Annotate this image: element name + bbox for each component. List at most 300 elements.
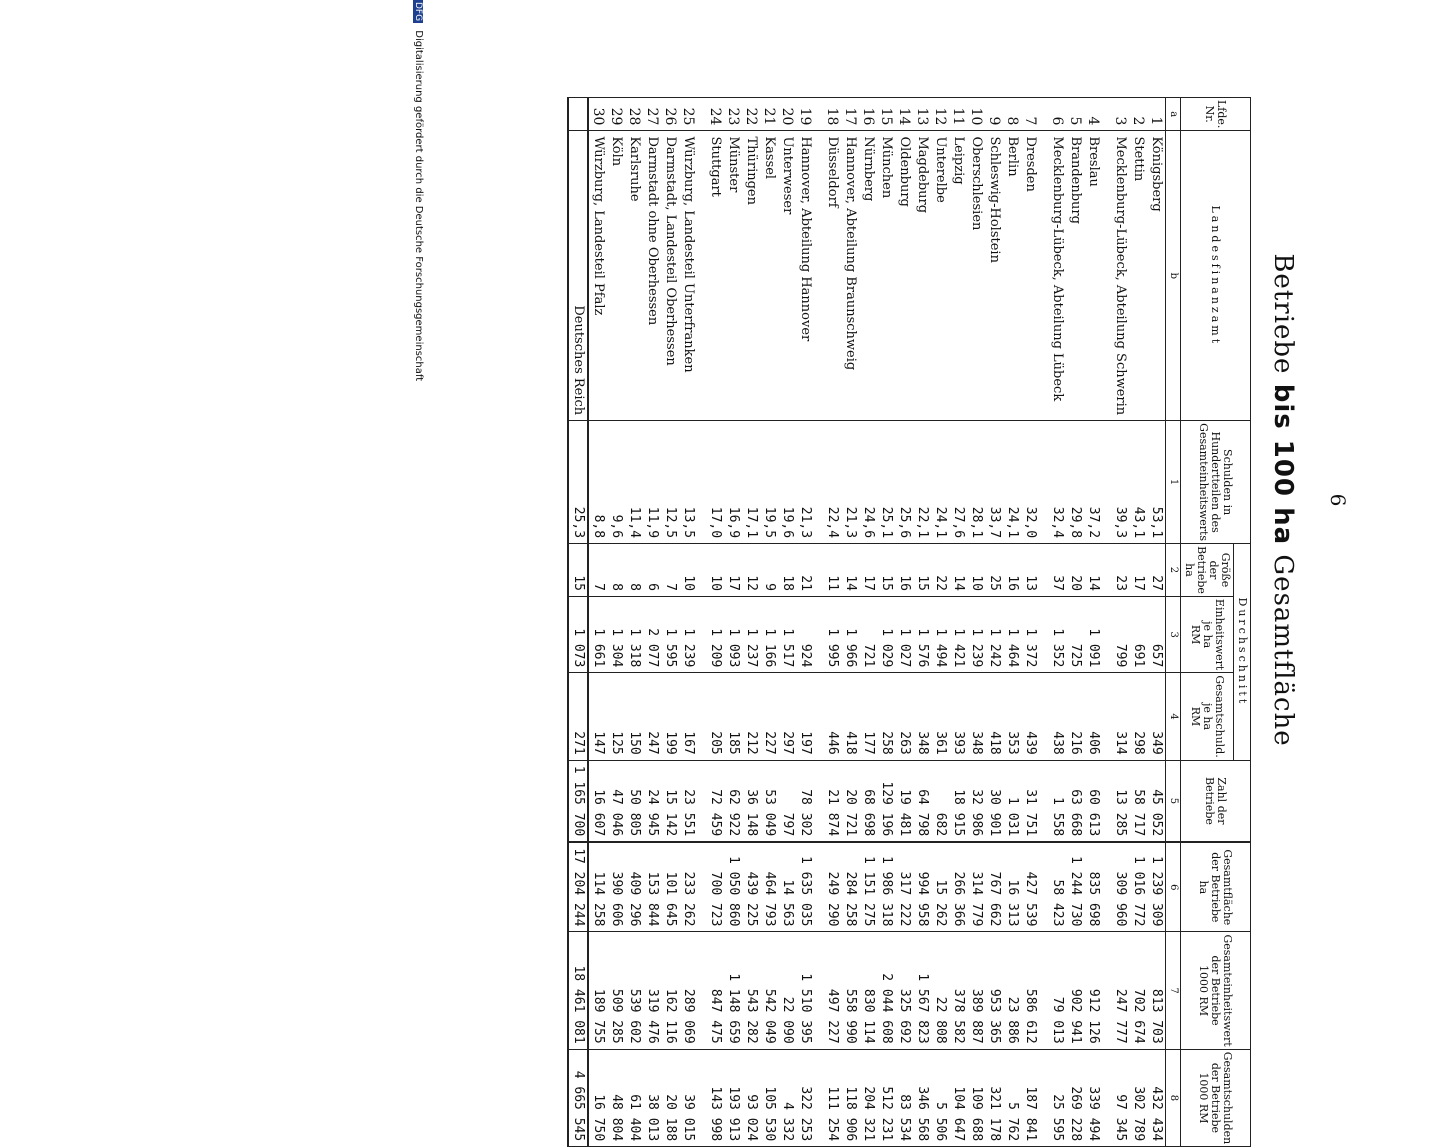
row-c1: 29,8 [1066,421,1084,544]
row-c2: 27 [1147,544,1166,597]
row-c8: 93 024 [742,1049,760,1146]
gap-cell [814,544,823,597]
header-col4-label: Gesamtschuld. je ha [1200,675,1226,758]
row-c3: 1 576 [913,596,931,672]
row-c1: 19,5 [760,421,778,544]
row-c1: 24,1 [931,421,949,544]
row-c1: 12,5 [661,421,679,544]
row-c1: 24,6 [859,421,877,544]
gap-cell [697,842,706,932]
table-row [1129,98,1147,1147]
row-c2: 20 [1066,544,1084,597]
row-c8: 109 688 [967,1049,985,1146]
row-c3: 691 [1129,596,1147,672]
row-c5: 24 945 [643,760,661,842]
row-c4: 263 [895,673,913,760]
table-row [724,98,742,1147]
row-c3: 1 029 [877,596,895,672]
row-c1: 21,3 [796,421,814,544]
total-row [568,98,588,1147]
row-c1: 32,0 [1021,421,1039,544]
row-c6: 101 645 [661,842,679,932]
row-c5: 15 142 [661,760,679,842]
row-c8: 20 188 [661,1049,679,1146]
colnum-7: 7 [1165,932,1180,1049]
header-lfd-nr: Lfde. Nr. [1180,98,1250,131]
page-title [1268,0,1298,1000]
row-c8: 269 228 [1066,1049,1084,1146]
gap-cell [697,596,706,672]
gap-cell [1102,421,1111,544]
row-c3: 1 372 [1021,596,1039,672]
table-row [1021,98,1039,1147]
header-col6-unit: ha [1197,880,1211,895]
row-c7: 247 777 [1111,932,1129,1049]
row-landesfinanzamt: Würzburg, Landesteil Unterfranken [679,131,697,421]
table-row [1111,98,1129,1147]
row-c3: 799 [1111,596,1129,672]
row-c4: 199 [661,673,679,760]
gap-cell [1039,596,1048,672]
row-c1: 24,1 [1003,421,1021,544]
row-c4: 216 [1066,673,1084,760]
gap-cell [697,760,706,842]
total-c7: 18 461 081 [568,932,588,1049]
dfg-logo: DFG [413,2,423,22]
gap-cell [1102,673,1111,760]
row-c1: 13,5 [679,421,697,544]
row-c7: 319 476 [643,932,661,1049]
row-c6: 15 262 [931,842,949,932]
row-c4: 348 [913,673,931,760]
row-c3: 1 421 [949,596,967,672]
table-row [588,98,607,1147]
row-nr: 13 [913,98,931,131]
row-c2: 16 [1003,544,1021,597]
row-c3: 1 091 [1084,596,1102,672]
gap-cell [1039,1049,1048,1146]
header-col6 [1180,842,1250,932]
row-c1: 37,2 [1084,421,1102,544]
row-c5: 797 [778,760,796,842]
gap-cell [1102,760,1111,842]
row-c3: 1 966 [841,596,859,672]
row-c4: 150 [625,673,643,760]
row-c7: 389 887 [967,932,985,1049]
row-landesfinanzamt: Nürnberg [859,131,877,421]
total-c3: 1 073 [568,596,588,672]
row-nr: 24 [706,98,724,131]
row-c5: 36 148 [742,760,760,842]
row-c3: 1 166 [760,596,778,672]
row-nr: 28 [625,98,643,131]
row-c3: 1 304 [607,596,625,672]
row-c6: 835 698 [1084,842,1102,932]
row-landesfinanzamt: Stuttgart [706,131,724,421]
row-landesfinanzamt: Kassel [760,131,778,421]
row-nr: 30 [588,98,607,131]
row-c6: 14 563 [778,842,796,932]
row-c3: 1 318 [625,596,643,672]
row-c1: 28,1 [967,421,985,544]
table-row [949,98,967,1147]
row-c3: 1 494 [931,596,949,672]
row-c2: 8 [625,544,643,597]
row-c4: 314 [1111,673,1129,760]
total-c4: 271 [568,673,588,760]
table-row [985,98,1003,1147]
row-c4: 227 [760,673,778,760]
row-landesfinanzamt: Breslau [1084,131,1102,421]
row-c8: 97 345 [1111,1049,1129,1146]
row-nr: 9 [985,98,1003,131]
colnum-4: 4 [1165,673,1180,760]
row-c8: 118 906 [841,1049,859,1146]
row-c8: 111 254 [823,1049,841,1146]
row-c4: 418 [985,673,1003,760]
row-c1: 22,4 [823,421,841,544]
gap-cell [1039,98,1048,131]
gap-cell [1102,1049,1111,1146]
row-c8: 25 595 [1048,1049,1066,1146]
table-row [913,98,931,1147]
row-c8: 143 998 [706,1049,724,1146]
row-landesfinanzamt: Münster [724,131,742,421]
row-c7: 22 808 [931,932,949,1049]
row-c3: 1 352 [1048,596,1066,672]
row-landesfinanzamt: Unterweser [778,131,796,421]
row-nr: 21 [760,98,778,131]
gap-cell [814,131,823,421]
row-landesfinanzamt: Würzburg, Landesteil Pfalz [588,131,607,421]
table-row [877,98,895,1147]
row-c2: 18 [778,544,796,597]
row-c2: 14 [841,544,859,597]
row-nr: 11 [949,98,967,131]
row-c6: 309 960 [1111,842,1129,932]
gap-cell [814,1049,823,1146]
table-row [895,98,913,1147]
row-landesfinanzamt: Thüringen [742,131,760,421]
row-c6: 767 662 [985,842,1003,932]
total-c2: 15 [568,544,588,597]
row-c8: 512 231 [877,1049,895,1146]
row-c5: 60 613 [1084,760,1102,842]
row-c2: 13 [1021,544,1039,597]
row-c4: 147 [588,673,607,760]
row-c5: 682 [931,760,949,842]
row-c4: 205 [706,673,724,760]
row-c4: 349 [1147,673,1166,760]
table-row [859,98,877,1147]
header-col8 [1180,1049,1250,1146]
row-nr: 27 [643,98,661,131]
row-c8: 48 804 [607,1049,625,1146]
row-c2: 25 [985,544,1003,597]
row-c2: 14 [1084,544,1102,597]
row-c2: 9 [760,544,778,597]
row-nr: 8 [1003,98,1021,131]
row-c4: 406 [1084,673,1102,760]
row-c8: 16 750 [588,1049,607,1146]
row-c4: 298 [1129,673,1147,760]
row-c6: 233 262 [679,842,697,932]
row-nr: 1 [1147,98,1166,131]
row-c2: 15 [913,544,931,597]
row-c7: 23 886 [1003,932,1021,1049]
row-c5: 50 805 [625,760,643,842]
row-c4: 393 [949,673,967,760]
row-c2: 12 [742,544,760,597]
row-c3: 1 242 [985,596,1003,672]
gap-cell [1102,131,1111,421]
row-c1: 32,4 [1048,421,1066,544]
row-c2: 37 [1048,544,1066,597]
table-row [607,98,625,1147]
table-row [1003,98,1021,1147]
row-landesfinanzamt: Darmstadt, Landesteil Oberhessen [661,131,679,421]
gap-cell [1039,131,1048,421]
row-c2: 6 [643,544,661,597]
row-landesfinanzamt: Schleswig-Holstein [985,131,1003,421]
row-landesfinanzamt: Oberschlesien [967,131,985,421]
table-row [706,98,724,1147]
row-c7: 289 069 [679,932,697,1049]
row-c4: 247 [643,673,661,760]
row-landesfinanzamt: Karlsruhe [625,131,643,421]
row-c8: 339 494 [1084,1049,1102,1146]
row-c5: 18 915 [949,760,967,842]
row-c3: 1 464 [1003,596,1021,672]
total-name: Deutsches Reich [568,131,588,421]
row-nr: 14 [895,98,913,131]
row-c2: 22 [931,544,949,597]
row-c4: 446 [823,673,841,760]
row-landesfinanzamt: Düsseldorf [823,131,841,421]
header-landesfinanzamt: Landesfinanzamt [1180,131,1250,421]
gap-cell [814,596,823,672]
row-c6: 314 779 [967,842,985,932]
row-c3: 1 239 [679,596,697,672]
header-col4-unit: RM [1188,706,1202,727]
row-landesfinanzamt: Unterelbe [931,131,949,421]
row-c5: 58 717 [1129,760,1147,842]
row-c5: 64 798 [913,760,931,842]
row-c2: 10 [706,544,724,597]
row-c5: 32 986 [967,760,985,842]
row-nr: 23 [724,98,742,131]
row-c6: 1 986 318 [877,842,895,932]
row-c7: 79 013 [1048,932,1066,1049]
row-c6: 249 290 [823,842,841,932]
row-c4: 418 [841,673,859,760]
digitization-text: Digitalisierung gefördert durch die Deutsche Forschungsgemeinschaft [413,30,424,382]
row-nr: 3 [1111,98,1129,131]
row-c7: 2 044 608 [877,932,895,1049]
row-c2: 7 [661,544,679,597]
gap-cell [814,421,823,544]
row-nr: 5 [1066,98,1084,131]
row-c6: 114 258 [588,842,607,932]
row-landesfinanzamt: Berlin [1003,131,1021,421]
row-c6: 284 258 [841,842,859,932]
gap-cell [1039,544,1048,597]
gap-cell [814,98,823,131]
row-gap [1039,98,1048,1147]
row-c2: 14 [949,544,967,597]
row-landesfinanzamt: Leipzig [949,131,967,421]
row-c3: 1 239 [967,596,985,672]
row-c8: 5 762 [1003,1049,1021,1146]
row-landesfinanzamt: München [877,131,895,421]
row-landesfinanzamt: Mecklenburg-Lübeck, Abteilung Schwerin [1111,131,1129,421]
row-c2: 17 [859,544,877,597]
row-c7: 702 674 [1129,932,1147,1049]
row-c6: 994 958 [913,842,931,932]
row-c3: 721 [859,596,877,672]
statistics-table [567,97,1251,1147]
row-c5: 72 459 [706,760,724,842]
row-c1: 17,0 [706,421,724,544]
table-body [588,98,1181,1147]
row-c4: 439 [1021,673,1039,760]
row-c2: 10 [967,544,985,597]
row-c7: 543 282 [742,932,760,1049]
row-c7: 953 365 [985,932,1003,1049]
row-c8: 61 404 [625,1049,643,1146]
row-c7: 325 692 [895,932,913,1049]
row-landesfinanzamt: Darmstadt ohne Oberhessen [643,131,661,421]
row-c8: 5 506 [931,1049,949,1146]
row-c5: 30 901 [985,760,1003,842]
colnum-8: 8 [1165,1049,1180,1146]
table-row [679,98,697,1147]
row-c4: 438 [1048,673,1066,760]
table-row [967,98,985,1147]
row-c5: 68 698 [859,760,877,842]
row-c1: 19,6 [778,421,796,544]
row-c7: 586 612 [1021,932,1039,1049]
row-c4: 185 [724,673,742,760]
row-c1: 43,1 [1129,421,1147,544]
total-c8: 4 665 545 [568,1049,588,1146]
gap-cell [1039,421,1048,544]
table-row [625,98,643,1147]
row-c6: 1 635 035 [796,842,814,932]
row-nr: 26 [661,98,679,131]
table-row [661,98,679,1147]
row-c6: 153 844 [643,842,661,932]
row-c5: 78 302 [796,760,814,842]
row-c8: 105 530 [760,1049,778,1146]
row-c4: 125 [607,673,625,760]
row-nr: 15 [877,98,895,131]
table-row [643,98,661,1147]
row-nr: 16 [859,98,877,131]
row-c6: 1 016 772 [1129,842,1147,932]
row-c7: 542 049 [760,932,778,1049]
title-prefix: Betriebe [1268,253,1298,375]
row-landesfinanzamt: Hannover, Abteilung Hannover [796,131,814,421]
row-landesfinanzamt: Köln [607,131,625,421]
colnum-1: 1 [1165,421,1180,544]
row-c4: 348 [967,673,985,760]
row-landesfinanzamt: Dresden [1021,131,1039,421]
row-c1: 22,1 [913,421,931,544]
row-nr: 17 [841,98,859,131]
header-col3-label: Einheitswert je ha [1200,598,1226,671]
row-c3: 2 077 [643,596,661,672]
row-c5: 21 874 [823,760,841,842]
row-c2: 8 [607,544,625,597]
colnum-3: 3 [1165,596,1180,672]
row-c5: 62 922 [724,760,742,842]
row-c8: 204 321 [859,1049,877,1146]
row-c6: 1 239 309 [1147,842,1166,932]
gap-cell [1039,932,1048,1049]
row-landesfinanzamt: Brandenburg [1066,131,1084,421]
row-c1: 11,4 [625,421,643,544]
row-c6: 464 793 [760,842,778,932]
header-col2-unit: ha [1182,563,1196,577]
row-c3: 1 595 [661,596,679,672]
row-nr: 12 [931,98,949,131]
row-c2: 23 [1111,544,1129,597]
gap-cell [697,673,706,760]
row-c4: 258 [877,673,895,760]
row-c8: 432 434 [1147,1049,1166,1146]
row-c4: 297 [778,673,796,760]
row-landesfinanzamt: Hannover, Abteilung Braunschweig [841,131,859,421]
header-col5: Zahl der Betriebe [1180,760,1250,842]
row-nr: 6 [1048,98,1066,131]
row-c5: 23 551 [679,760,697,842]
row-c1: 16,9 [724,421,742,544]
row-landesfinanzamt: Magdeburg [913,131,931,421]
row-c6: 266 366 [949,842,967,932]
row-nr: 19 [796,98,814,131]
gap-cell [814,673,823,760]
row-c3: 1 661 [588,596,607,672]
row-c5: 13 285 [1111,760,1129,842]
colnum-a: a [1165,98,1180,131]
row-c8: 302 789 [1129,1049,1147,1146]
row-c7: 189 755 [588,932,607,1049]
gap-cell [697,131,706,421]
row-c8: 104 647 [949,1049,967,1146]
header-col4 [1180,673,1233,760]
row-nr: 10 [967,98,985,131]
row-c8: 346 568 [913,1049,931,1146]
table-row [841,98,859,1147]
title-suffix: Gesamtfläche [1268,554,1298,747]
row-c1: 11,9 [643,421,661,544]
row-c6: 16 313 [1003,842,1021,932]
row-c7: 912 126 [1084,932,1102,1049]
row-c8: 4 332 [778,1049,796,1146]
row-c5: 19 481 [895,760,913,842]
header-col7 [1180,932,1250,1049]
total-c1: 25,3 [568,421,588,544]
row-c3: 725 [1066,596,1084,672]
column-number-row [1165,98,1180,1147]
colnum-6: 6 [1165,842,1180,932]
row-c3: 1 995 [823,596,841,672]
table-row [823,98,841,1147]
table-row [1084,98,1102,1147]
gap-cell [1039,760,1048,842]
row-c4: 353 [1003,673,1021,760]
